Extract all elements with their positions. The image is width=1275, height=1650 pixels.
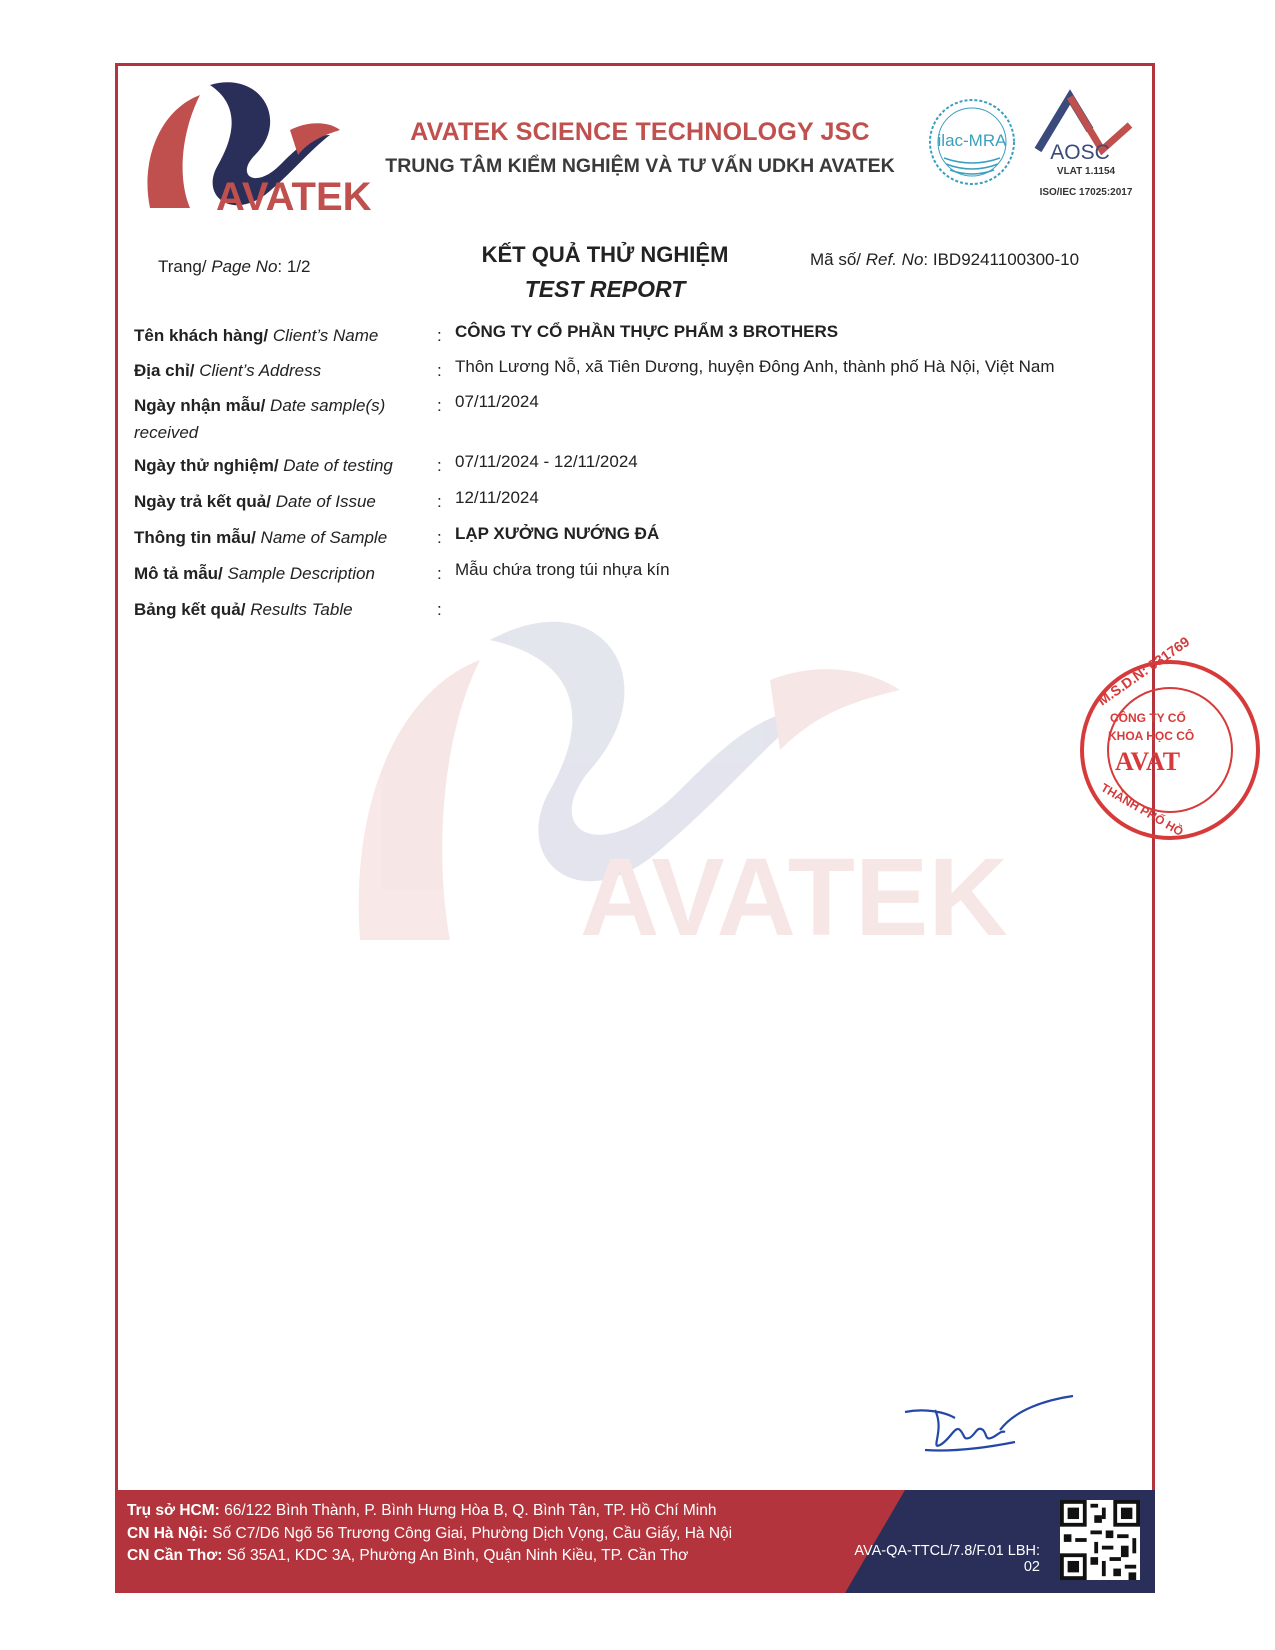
page-number	[158, 257, 311, 277]
field-date-issue-value: 12/11/2024	[455, 488, 539, 507]
aosc-text: AOSC	[1050, 141, 1110, 164]
footer-addresses	[127, 1500, 732, 1568]
company-name-en: AVATEK SCIENCE TECHNOLOGY JSC	[410, 118, 870, 146]
ilac-mra-badge	[926, 96, 1018, 188]
title-en: TEST REPORT	[524, 276, 686, 302]
stamp-msdn: M.S.D.N: 031769	[1094, 633, 1193, 709]
page-label-vi: Trang/	[158, 257, 207, 276]
title-vi: KẾT QUẢ THỬ NGHIỆM	[481, 242, 729, 267]
avatek-logo	[140, 80, 372, 230]
field-date-received-label: Ngày nhận mẫu/ Date sample(s) received	[134, 396, 386, 442]
colon: :	[437, 396, 442, 415]
document-code: AVA-QA-TTCL/7.8/F.01 LBH: 02	[854, 1543, 1040, 1575]
field-client-name-label: Tên khách hàng/ Client’s Name	[134, 326, 379, 345]
field-date-received-value: 07/11/2024	[455, 392, 539, 411]
colon: :	[437, 492, 442, 511]
aosc-vlat: VLAT 1.1154	[1056, 166, 1116, 177]
colon: :	[437, 528, 442, 547]
colon: :	[437, 326, 442, 345]
colon: :	[437, 564, 442, 583]
stamp-line2: KHOA HỌC CÔ	[1108, 729, 1195, 743]
footer-cantho: CN Cần Thơ: Số 35A1, KDC 3A, Phường An Bình, Quận Ninh Kiều, TP. Cần Thơ	[127, 1547, 689, 1564]
footer	[115, 1490, 1155, 1593]
ref-label-vi: Mã số/	[810, 250, 862, 269]
qr-code-icon[interactable]	[1060, 1500, 1140, 1580]
watermark-text: AVATEK	[580, 836, 1008, 959]
field-sample-description-value: Mẫu chứa trong túi nhựa kín	[455, 560, 670, 579]
page-value: : 1/2	[277, 257, 311, 276]
field-date-testing-label: Ngày thử nghiệm/ Date of testing	[134, 456, 393, 475]
page-label-en: Page No	[211, 257, 278, 276]
colon: :	[437, 600, 442, 619]
company-header	[360, 118, 920, 178]
stamp-city: THÀNH PHỐ HỒ	[1098, 780, 1186, 839]
field-client-address-label: Địa chỉ/ Client’s Address	[134, 361, 322, 380]
stamp-line3: AVAT	[1115, 747, 1181, 776]
field-sample-name-label: Thông tin mẫu/ Name of Sample	[134, 528, 388, 547]
footer-hcm: Trụ sở HCM: 66/122 Bình Thành, P. Bình Hưng Hòa B, Q. Bình Tân, TP. Hồ Chí Minh	[127, 1502, 717, 1519]
colon: :	[437, 361, 442, 380]
field-date-issue-label: Ngày trả kết quả/ Date of Issue	[134, 492, 376, 511]
field-date-testing-value: 07/11/2024 - 12/11/2024	[455, 452, 638, 471]
iso-standard: ISO/IEC 17025:2017	[1039, 187, 1133, 198]
field-client-address-value: Thôn Lương Nỗ, xã Tiên Dương, huyện Đông Anh, thành phố Hà Nội, Việt Nam	[455, 357, 1055, 376]
avatek-watermark	[340, 600, 1008, 1000]
ref-value: : IBD9241100300-10	[923, 250, 1080, 269]
footer-hanoi: CN Hà Nội: Số C7/D6 Ngõ 56 Trương Công Giai, Phường Dịch Vọng, Cầu Giấy, Hà Nội	[127, 1524, 733, 1542]
company-stamp	[1070, 633, 1195, 850]
field-client-name-value: CÔNG TY CỔ PHẦN THỰC PHẨM 3 BROTHERS	[455, 322, 839, 341]
colon: :	[437, 456, 442, 475]
signature	[905, 1390, 1075, 1460]
ref-number	[810, 250, 1079, 270]
ilac-text: ilac-MRA	[937, 131, 1007, 150]
stamp-line1: CÔNG TY CỔ	[1110, 711, 1186, 725]
report-title	[440, 242, 770, 303]
aosc-badge	[1030, 95, 1142, 205]
field-sample-description-label: Mô tả mẫu/ Sample Description	[134, 564, 375, 583]
field-results-table-label: Bảng kết quả/ Results Table	[134, 600, 353, 619]
company-name-vi: TRUNG TÂM KIỂM NGHIỆM VÀ TƯ VẤN UDKH AVATEK	[385, 155, 895, 177]
ref-label-en: Ref. No	[865, 250, 924, 269]
field-sample-name-value: LẠP XƯỞNG NƯỚNG ĐÁ	[455, 524, 660, 543]
logo-text: AVATEK	[216, 175, 372, 219]
